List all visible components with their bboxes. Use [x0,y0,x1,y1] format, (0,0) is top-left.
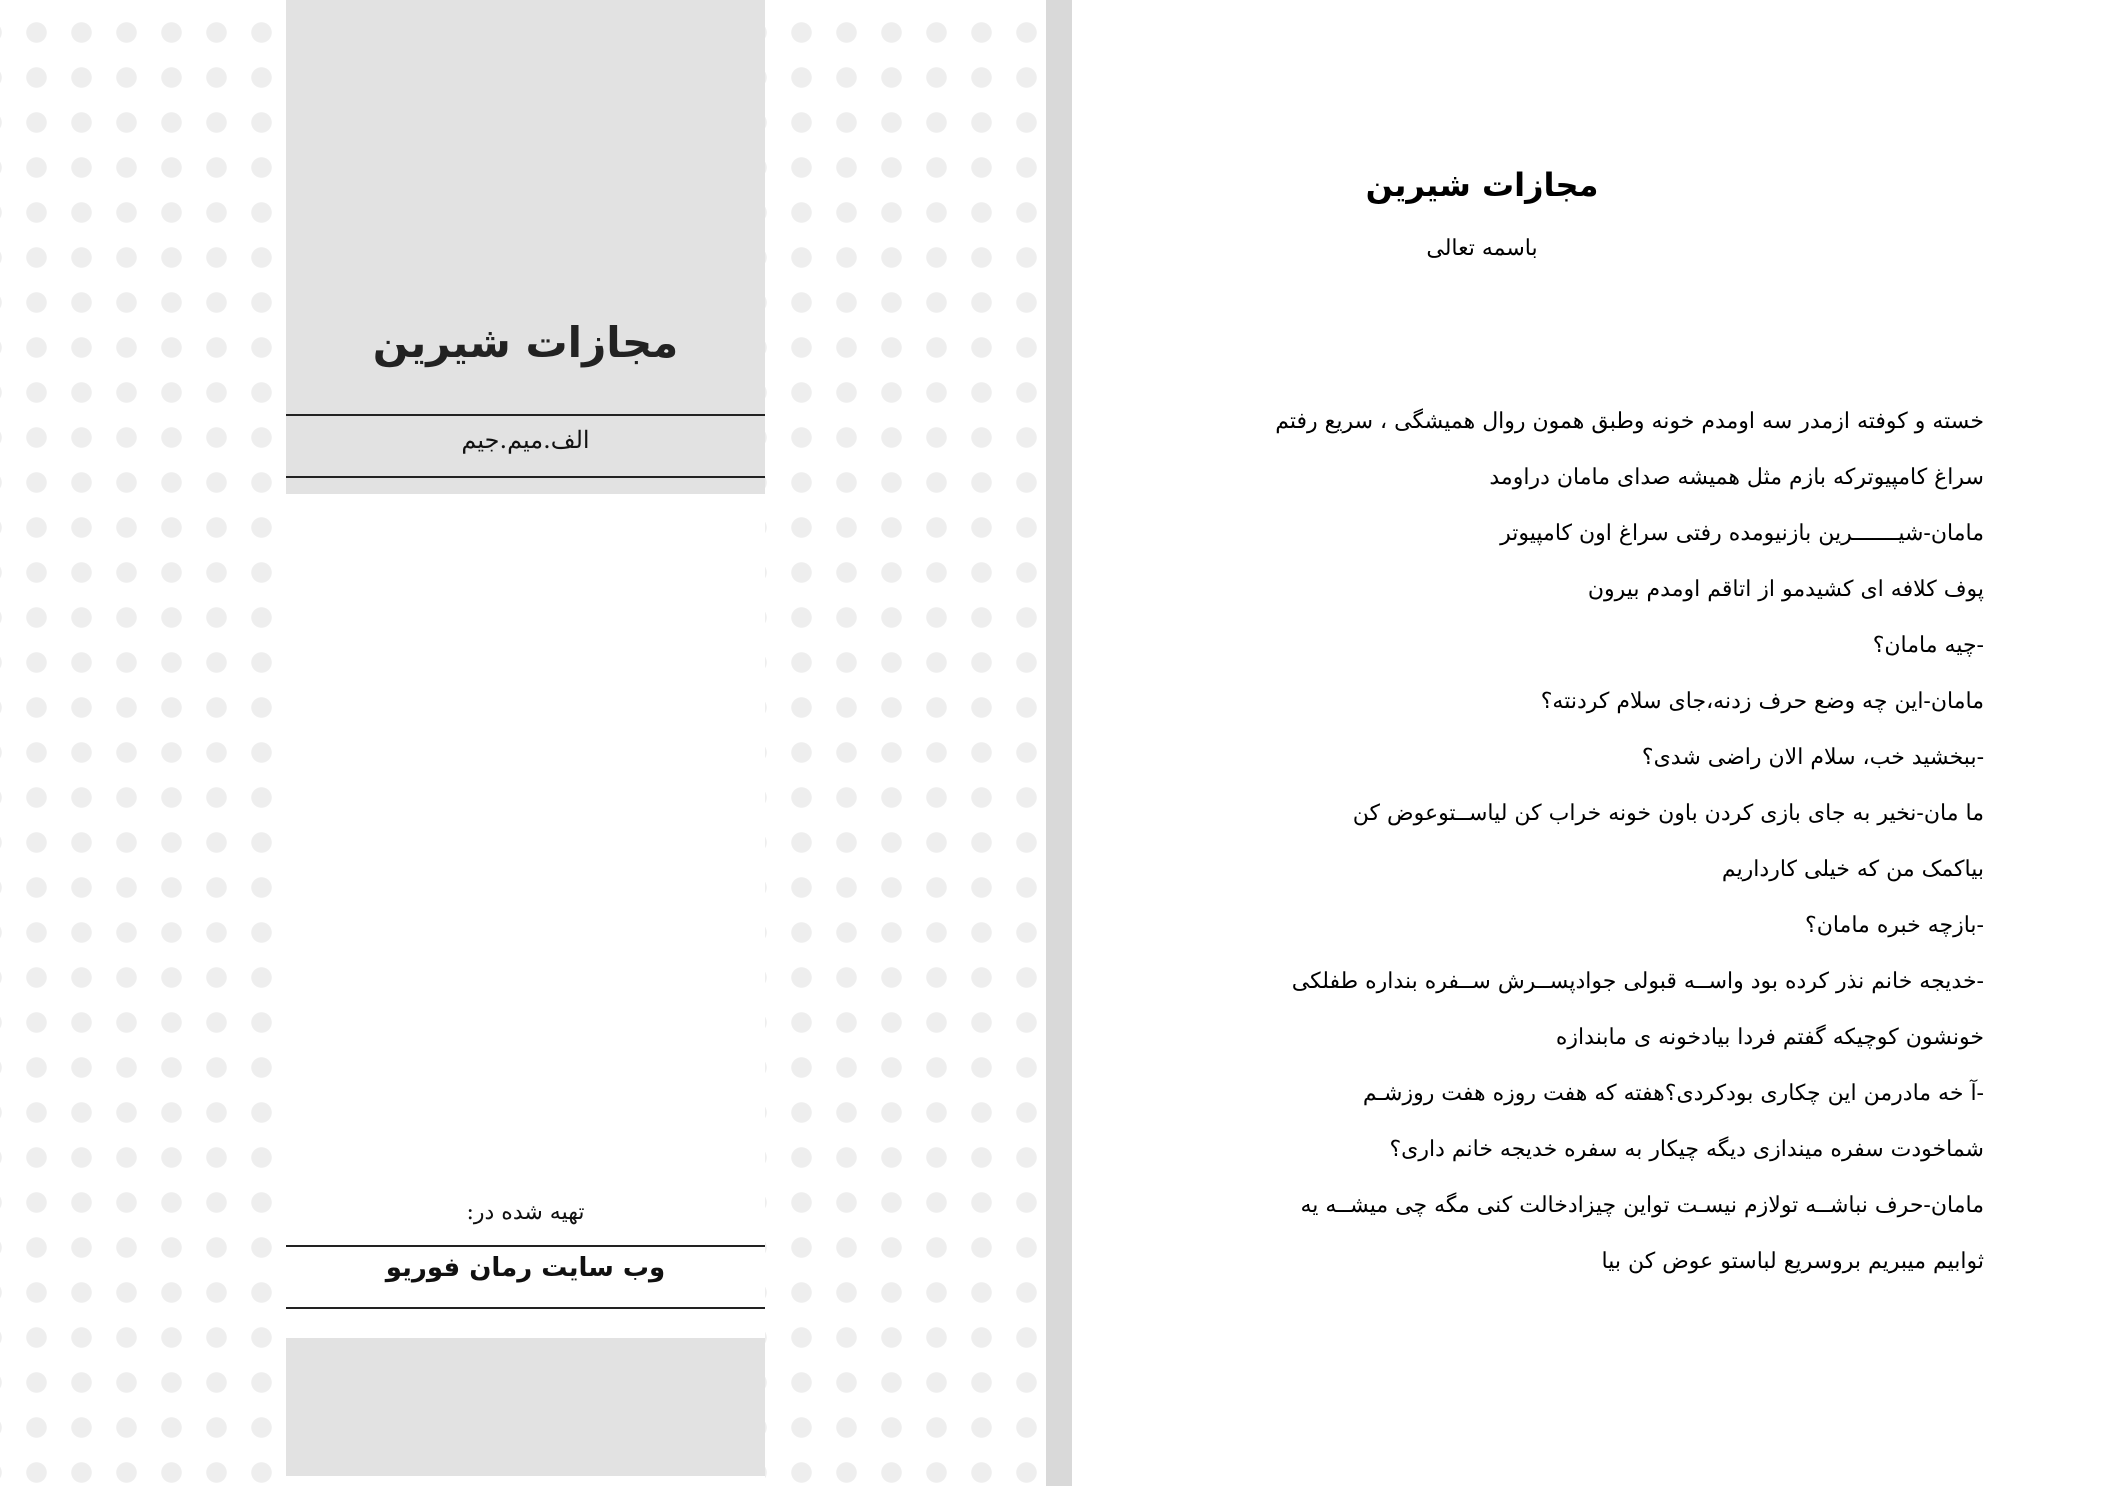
text-line: -خدیجه خانم نذر کرده بود واســه قبولی جوادپســرش ســفره بنداره طفلکی [1291,969,1984,994]
document-subtitle: باسمه تعالی [1426,236,1538,261]
prepared-label: تهیه شده در: [466,1200,585,1225]
text-line: بیاکمک من که خیلی کارداریم [1721,857,1984,882]
text-page [1072,0,2116,1486]
document-title: مجازات شیرین [1365,166,1599,204]
text-line: ثوابیم میبریم بروسریع لباستو عوض کن بیا [1601,1249,1984,1274]
text-line: -آ خه مادرمن این چکاری بودکردی؟هفته که هفت روزه هفت روزشـم [1362,1081,1984,1106]
cover-title: مجازات شیرین [372,318,679,367]
cover-pattern-right [765,0,1046,1486]
cover-bottom-panel [286,1338,765,1476]
publisher-name: وب سایت رمان فوریو [385,1253,666,1283]
text-line: پوف کلافه ای کشیدمو از اتاقم اومدم بیرون [1587,577,1984,602]
cover-rule-publisher-bottom [286,1307,765,1309]
text-line: خسته و کوفته ازمدر سه اومدم خونه وطبق همون روال همیشگی ، سریع رفتم [1275,409,1984,434]
text-line: مامان-شیـــــــرین بازنیومده رفتی سراغ اون کامپیوتر [1500,521,1984,546]
cover-rule-publisher-top [286,1245,765,1247]
text-line: ما مان-نخیر به جای بازی کردن باون خونه خراب کن لیاســتوعوض کن [1352,801,1984,826]
cover-rule-author-bottom [286,476,765,478]
text-line: خونشون کوچیکه گفتم فردا بیادخونه ی مابندازه [1555,1025,1984,1050]
text-line: -ببخشید خب، سلام الان راضی شدی؟ [1641,745,1984,770]
cover-pattern-left [0,0,286,1486]
cover-author: الف.میم.جیم [461,426,590,454]
text-line: -بازچه خبره مامان؟ [1805,913,1984,938]
text-line: سراغ کامپیوترکه بازم مثل همیشه صدای مامان دراومد [1489,465,1984,490]
text-line: -چیه مامان؟ [1872,633,1984,658]
cover-column [286,0,765,1486]
text-line: مامان-حرف نباشــه تولازم نیسـت تواین چیزادخالت کنی مگه چی میشــه یه [1300,1193,1984,1218]
cover-page [0,0,1046,1486]
body-text [1272,394,1984,1290]
text-line: مامان-این چه وضع حرف زدنه،جای سلام کردنته؟ [1540,689,1984,714]
text-line: شماخودت سفره میندازی دیگه چیکار به سفره خدیجه خانم داری؟ [1389,1137,1984,1162]
